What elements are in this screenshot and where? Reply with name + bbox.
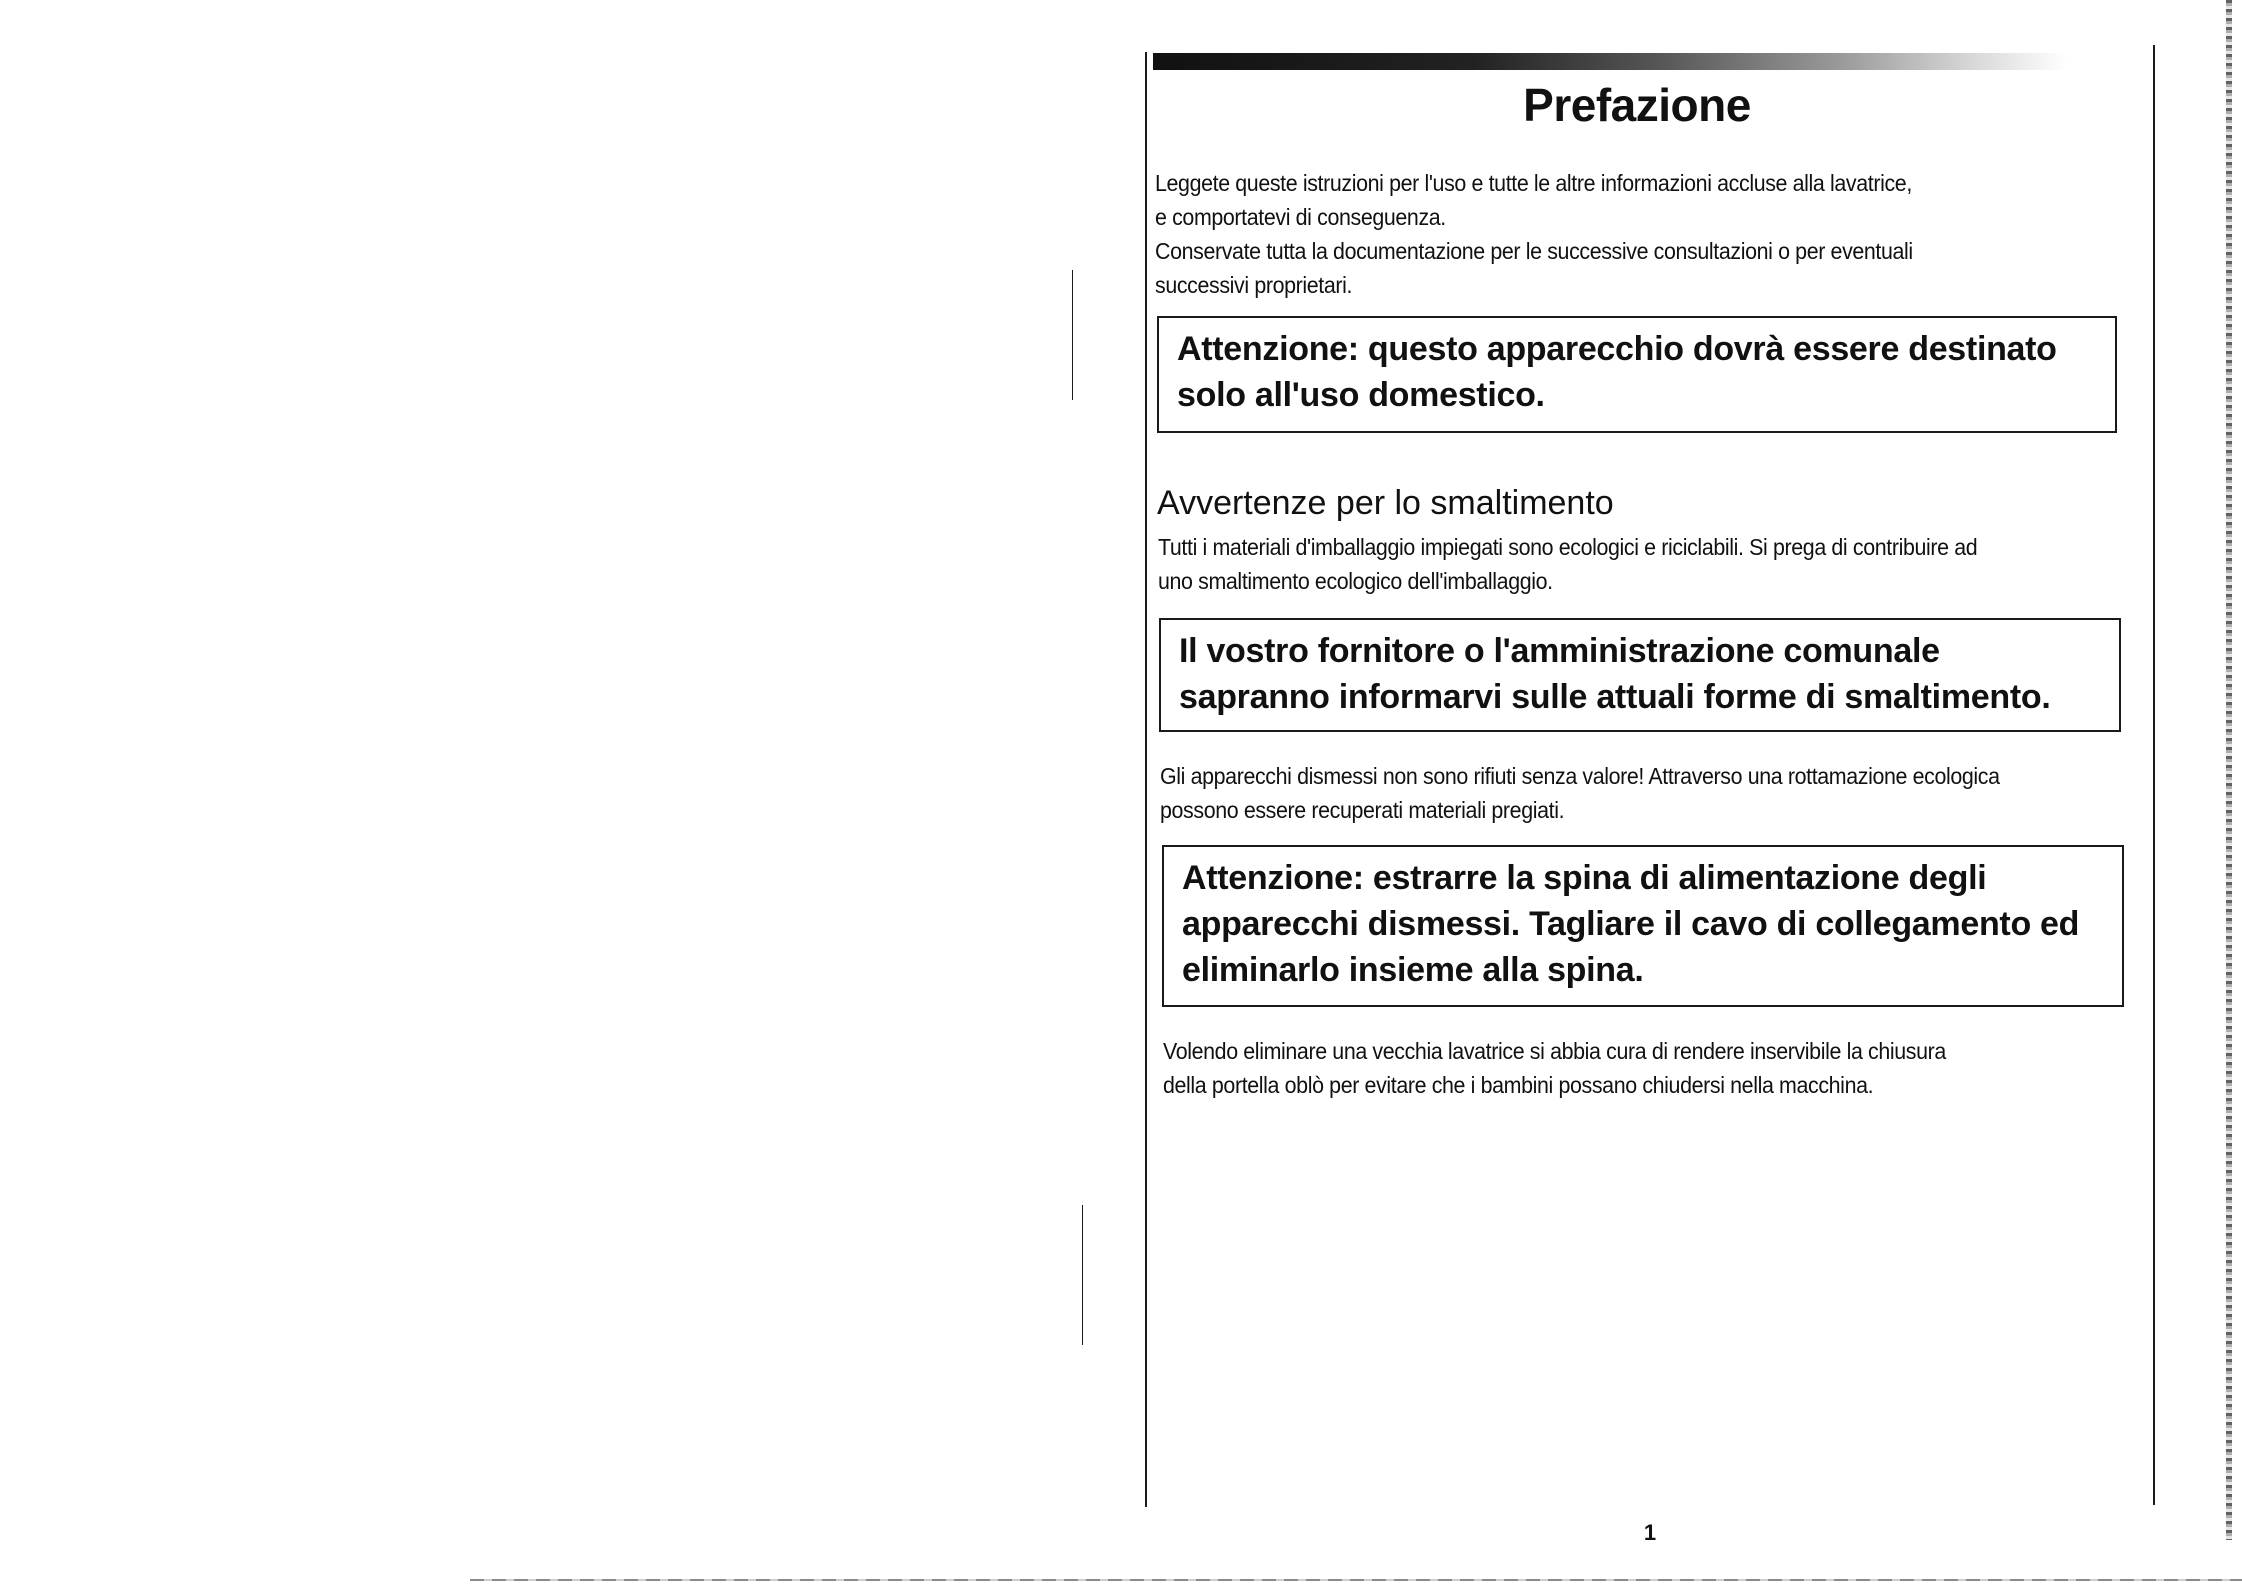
old-appliances-paragraph <box>1160 759 2062 827</box>
intro-line: e comportatevi di conseguenza. <box>1155 204 1446 230</box>
door-lock-line: della portella oblò per evitare che i bambini possano chiudersi nella macchina. <box>1163 1072 1874 1098</box>
scan-edge-shadow <box>2226 0 2232 1540</box>
intro-line: successivi proprietari. <box>1155 272 1353 298</box>
intro-line: Conservate tutta la documentazione per le successive consultazioni o per eventuali <box>1155 238 1913 264</box>
page-number: 1 <box>1643 1520 1657 1545</box>
notice-line: sapranno informarvi sulle attuali forme di smaltimento. <box>1179 678 2051 716</box>
notice-domestic-use <box>1157 316 2117 433</box>
left-page-edge-line-lower <box>1082 1205 1083 1345</box>
notice-line: apparecchi dismessi. Tagliare il cavo di collegamento ed <box>1182 905 2080 943</box>
intro-line: Leggete queste istruzioni per l'uso e tutte le altre informazioni accluse alla lavatrice, <box>1155 170 1912 196</box>
door-lock-paragraph <box>1163 1034 2065 1102</box>
old-appliances-line: Gli apparecchi dismessi non sono rifiuti senza valore! Attraverso una rottamazione ecologica <box>1160 763 2000 789</box>
page-left-border <box>1145 52 1147 1507</box>
disposal-heading: Avvertenze per lo smaltimento <box>1157 484 1614 522</box>
old-appliances-line: possono essere recuperati materiali pregiati. <box>1160 797 1565 823</box>
notice-line: solo all'uso domestico. <box>1177 376 1545 414</box>
disposal-line: Tutti i materiali d'imballaggio impiegati sono ecologici e riciclabili. Si prega di contribuire ad <box>1158 534 1978 560</box>
disposal-line: uno smaltimento ecologico dell'imballaggio. <box>1158 568 1553 594</box>
intro-paragraph <box>1155 166 2057 302</box>
notice-line: eliminarlo insieme alla spina. <box>1182 951 1644 989</box>
left-page-edge-line <box>1072 270 1073 400</box>
notice-supplier <box>1159 618 2121 732</box>
bottom-scan-rule <box>470 1579 2242 1581</box>
disposal-paragraph <box>1158 530 2060 598</box>
page-right-border <box>2153 45 2155 1505</box>
header-bar <box>1153 53 2067 70</box>
page-title: Prefazione <box>1523 79 1751 131</box>
notice-line: Attenzione: questo apparecchio dovrà essere destinato <box>1177 330 2057 368</box>
notice-line: Il vostro fornitore o l'amministrazione comunale <box>1179 632 1940 670</box>
notice-remove-plug <box>1162 845 2124 1007</box>
door-lock-line: Volendo eliminare una vecchia lavatrice si abbia cura di rendere inservibile la chiusura <box>1163 1038 1946 1064</box>
notice-line: Attenzione: estrarre la spina di alimentazione degli <box>1182 859 1987 897</box>
